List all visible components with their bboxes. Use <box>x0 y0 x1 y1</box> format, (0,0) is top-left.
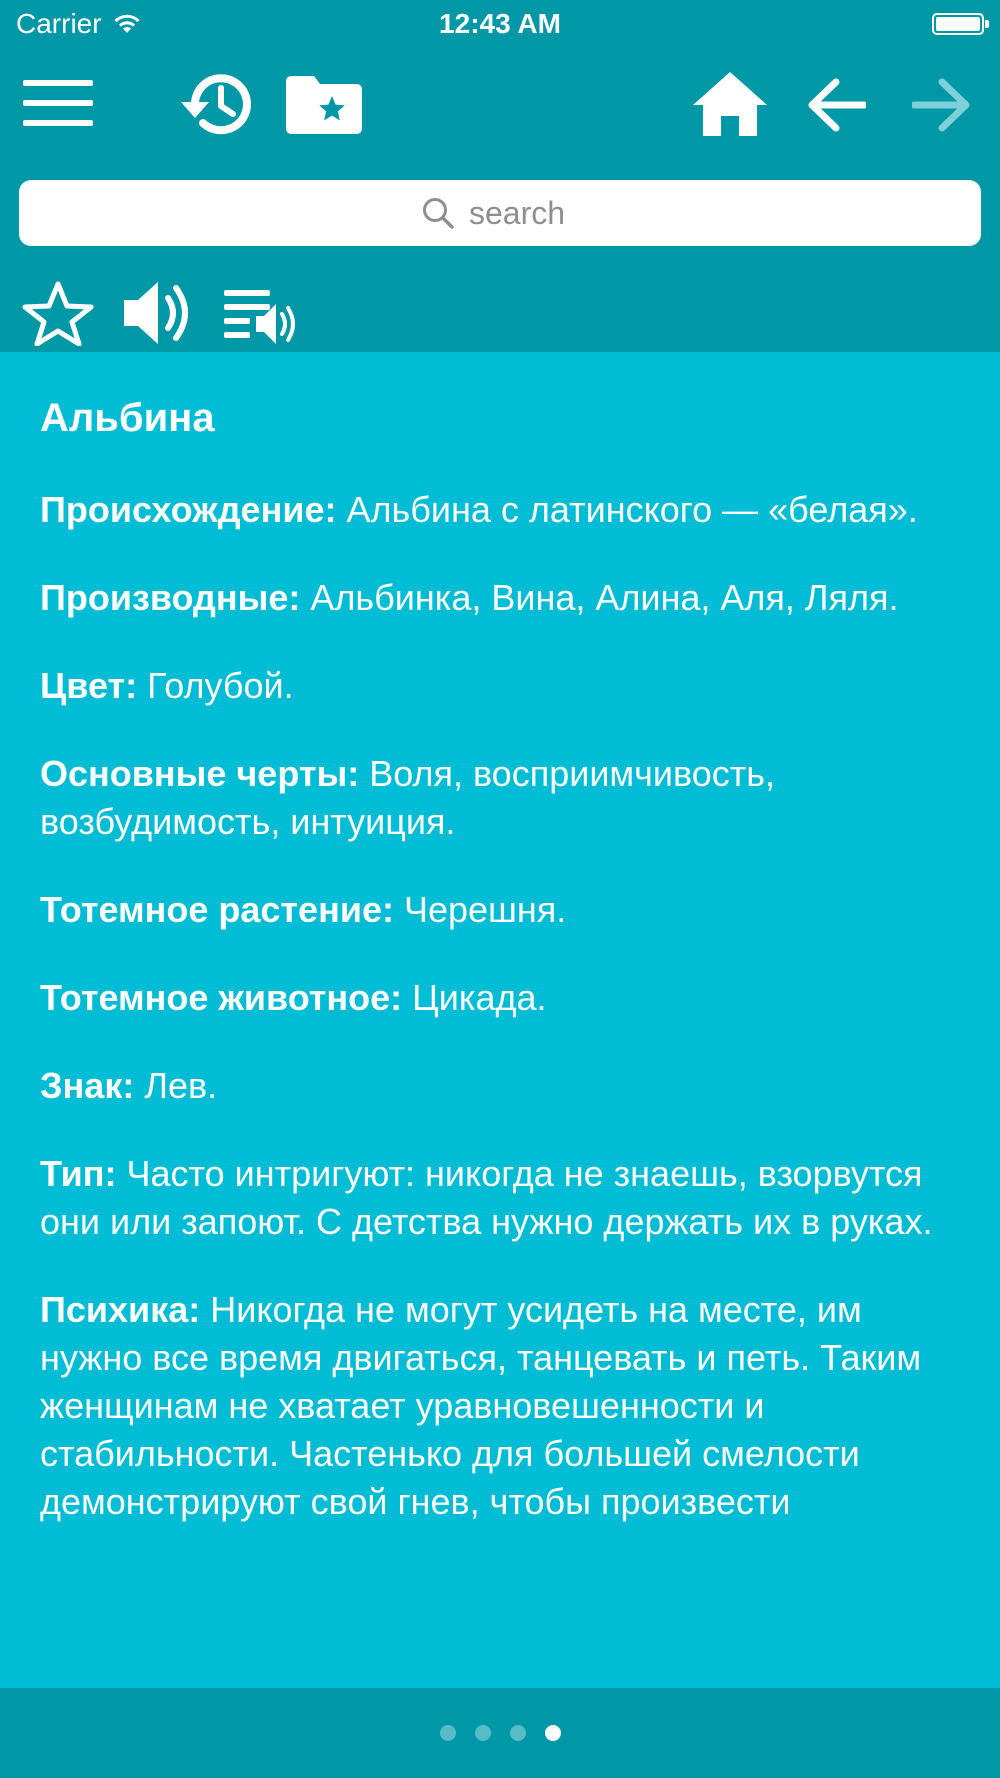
entry-text: Альбина с латинского — «белая». <box>336 489 918 530</box>
entry-text: Черешня. <box>393 889 567 930</box>
battery-icon <box>932 13 984 35</box>
entry-text: Лев. <box>134 1065 218 1106</box>
entry-text: Часто интригуют: никогда не знаешь, взорвутся они или запоют. С детства нужно держать их в руках. <box>40 1153 933 1242</box>
article-entry <box>40 1062 970 1110</box>
entry-label: Тотемное растение: <box>40 889 394 930</box>
article-entry <box>40 1286 970 1526</box>
entry-text: Никогда не могут усидеть на месте, им нужно все время двигаться, танцевать и петь. Таким женщинам не хватает уравновешенности и стабильности. Частенько для большей смелости демонстрируют свой гнев, чтобы произвести <box>40 1289 922 1522</box>
entry-label: Знак: <box>40 1065 135 1106</box>
page-dot[interactable] <box>440 1725 456 1741</box>
article-entry <box>40 886 970 934</box>
article-entry <box>40 662 970 710</box>
carrier-label: Carrier <box>16 8 102 39</box>
article-entry <box>40 574 970 622</box>
playlist-audio-icon[interactable] <box>224 286 304 346</box>
entry-text: Цикада. <box>402 977 547 1018</box>
search-input[interactable] <box>469 195 579 232</box>
entry-label: Производные: <box>40 577 301 618</box>
entry-label: Тотемное животное: <box>40 977 403 1018</box>
search-bar[interactable] <box>19 180 981 246</box>
top-bar <box>0 0 1000 352</box>
article <box>40 392 970 1566</box>
entry-text: Голубой. <box>137 665 294 706</box>
entry-text: Воля, восприимчивость, возбудимость, интуиция. <box>40 753 776 842</box>
status-bar <box>0 0 1000 50</box>
forward-arrow-icon[interactable] <box>912 78 972 132</box>
entry-label: Происхождение: <box>40 489 337 530</box>
page-indicator <box>0 1688 1000 1778</box>
entry-label: Тип: <box>40 1153 117 1194</box>
status-time: 12:43 AM <box>439 8 561 39</box>
menu-icon[interactable] <box>23 78 93 128</box>
star-icon[interactable] <box>21 280 95 346</box>
page-dot[interactable] <box>510 1725 526 1741</box>
entry-text: Альбинка, Вина, Алина, Аля, Ляля. <box>300 577 899 618</box>
back-arrow-icon[interactable] <box>806 78 866 132</box>
article-entry <box>40 1150 970 1246</box>
entry-label: Основные черты: <box>40 753 360 794</box>
home-icon[interactable] <box>693 72 767 136</box>
history-icon[interactable] <box>175 68 255 140</box>
page-dot[interactable] <box>475 1725 491 1741</box>
article-title: Альбина <box>40 396 215 440</box>
article-entry <box>40 974 970 1022</box>
entry-label: Психика: <box>40 1289 201 1330</box>
page-dot[interactable] <box>545 1725 561 1741</box>
article-entry <box>40 486 970 534</box>
entry-label: Цвет: <box>40 665 138 706</box>
article-entries <box>40 486 970 1526</box>
search-icon <box>421 196 455 230</box>
speaker-icon[interactable] <box>124 280 200 346</box>
favorites-folder-icon[interactable] <box>286 76 362 134</box>
article-entry <box>40 750 970 846</box>
